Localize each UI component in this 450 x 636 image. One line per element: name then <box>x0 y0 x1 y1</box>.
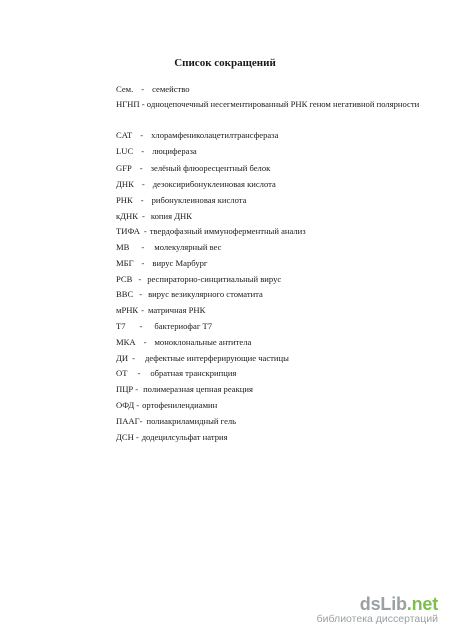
abbreviation-term: ПЦР <box>116 384 134 394</box>
abbreviation-entry <box>116 163 270 174</box>
abbreviation-entry <box>116 274 281 285</box>
watermark-logo-main: dsLib <box>359 594 407 614</box>
abbreviation-definition: молекулярный вес <box>154 242 222 252</box>
abbreviation-term: ТИФА <box>116 226 140 236</box>
abbreviation-separator: - <box>132 353 135 363</box>
abbreviation-term: МБГ <box>116 258 134 268</box>
abbreviation-term: ПААГ <box>116 416 140 426</box>
abbreviation-separator: - <box>141 305 145 315</box>
abbreviation-term: мРНК <box>116 305 139 315</box>
abbreviation-definition: обратная транскрипция <box>150 368 237 378</box>
abbreviation-separator: - <box>140 130 144 140</box>
abbreviation-definition: полимеразная цепная реакция <box>143 384 253 394</box>
page-title: Список сокращений <box>174 57 276 69</box>
abbreviation-term: МКА <box>116 337 136 347</box>
abbreviation-separator: - <box>138 274 142 284</box>
abbreviation-definition: зелёный флюоресцентный белок <box>150 163 271 173</box>
abbreviation-definition: респираторно-синцитиальный вирус <box>147 274 282 284</box>
watermark-tagline: библиотека диссертаций <box>316 613 438 625</box>
abbreviation-definition: вирус везикулярного стоматита <box>148 289 263 299</box>
abbreviation-entry <box>116 130 278 141</box>
abbreviation-term: ОТ <box>116 368 128 378</box>
abbreviation-definition: полиакриламидный гель <box>146 416 237 426</box>
abbreviation-separator: - <box>139 416 143 426</box>
abbreviation-entry <box>116 321 212 332</box>
abbreviation-entry <box>116 400 217 411</box>
abbreviation-entry <box>116 179 276 190</box>
abbreviation-definition: матричная РНК <box>148 305 206 315</box>
abbreviation-term: CAT <box>116 130 133 140</box>
abbreviation-separator: - <box>139 163 143 173</box>
abbreviation-term: РНК <box>116 195 133 205</box>
abbreviation-separator: - <box>136 400 140 410</box>
abbreviation-entry <box>116 84 190 95</box>
abbreviation-separator: - <box>135 432 139 442</box>
abbreviation-entry <box>116 432 228 443</box>
abbreviation-definition: бактериофаг Т7 <box>154 321 213 331</box>
abbreviation-entry <box>116 337 251 348</box>
abbreviation-entry <box>116 195 246 206</box>
abbreviation-term: ВВС <box>116 289 134 299</box>
abbreviation-separator: - <box>143 337 147 347</box>
abbreviation-definition: вирус Марбург <box>152 258 208 268</box>
abbreviation-separator: - <box>143 226 147 236</box>
abbreviation-definition: дефектные интерферирующие частицы <box>144 353 289 363</box>
watermark-logo <box>317 595 438 613</box>
watermark-logo-accent: .net <box>406 594 438 614</box>
abbreviation-separator: - <box>135 384 139 394</box>
abbreviation-term: Сем. <box>116 84 134 94</box>
abbreviation-entry <box>116 258 207 269</box>
abbreviation-definition: копия ДНК <box>150 211 192 221</box>
abbreviation-entry <box>116 289 263 300</box>
abbreviation-definition: моноклональные антитела <box>154 337 252 347</box>
abbreviation-definition: твердофазный иммуноферментный анализ <box>149 226 306 236</box>
abbreviation-entry <box>116 353 289 364</box>
abbreviation-term: Т7 <box>116 321 126 331</box>
abbreviation-entry <box>116 99 434 110</box>
abbreviation-entry <box>116 211 192 222</box>
abbreviation-definition: хлорамфениколацетилтрансфераза <box>151 130 279 140</box>
abbreviation-term: кДНК <box>116 211 138 221</box>
abbreviation-entry <box>116 146 197 157</box>
abbreviation-separator: - <box>141 99 145 109</box>
abbreviation-separator: - <box>141 242 145 252</box>
abbreviation-term: НГНП <box>116 99 140 109</box>
abbreviation-term: GFP <box>116 163 132 173</box>
abbreviation-entry <box>116 416 236 427</box>
abbreviation-term: LUC <box>116 146 134 156</box>
abbreviation-separator: - <box>139 289 143 299</box>
abbreviation-definition: одноцепочечный несегментированный РНК геном негативной полярности <box>146 99 420 109</box>
abbreviation-entry <box>116 226 306 237</box>
abbreviation-separator: - <box>141 211 145 221</box>
abbreviation-term: ДНК <box>116 179 134 189</box>
abbreviation-term: РСВ <box>116 274 133 284</box>
abbreviation-definition: ортофенилендиамин <box>142 400 218 410</box>
abbreviation-entry <box>116 242 221 253</box>
abbreviation-definition: додецилсульфат натрия <box>141 432 228 442</box>
abbreviation-separator: - <box>139 321 143 331</box>
abbreviation-definition: люцифераза <box>152 146 197 156</box>
abbreviation-entry <box>116 384 253 395</box>
site-watermark <box>317 595 438 626</box>
abbreviation-term: ДИ <box>116 353 129 363</box>
abbreviation-separator: - <box>141 84 145 94</box>
abbreviation-term: МВ <box>116 242 130 252</box>
abbreviation-term: ОФД <box>116 400 135 410</box>
abbreviation-separator: - <box>141 258 145 268</box>
abbreviation-term: ДСН <box>116 432 134 442</box>
abbreviation-separator: - <box>141 179 145 189</box>
abbreviation-entry <box>116 368 236 379</box>
abbreviation-definition: дезоксирибонуклеиновая кислота <box>152 179 276 189</box>
abbreviation-separator: - <box>141 146 145 156</box>
abbreviation-definition: семейство <box>152 84 190 94</box>
abbreviation-entry <box>116 305 205 316</box>
abbreviation-separator: - <box>140 195 144 205</box>
abbreviation-separator: - <box>137 368 141 378</box>
abbreviation-definition: рибонуклеиновая кислота <box>151 195 247 205</box>
